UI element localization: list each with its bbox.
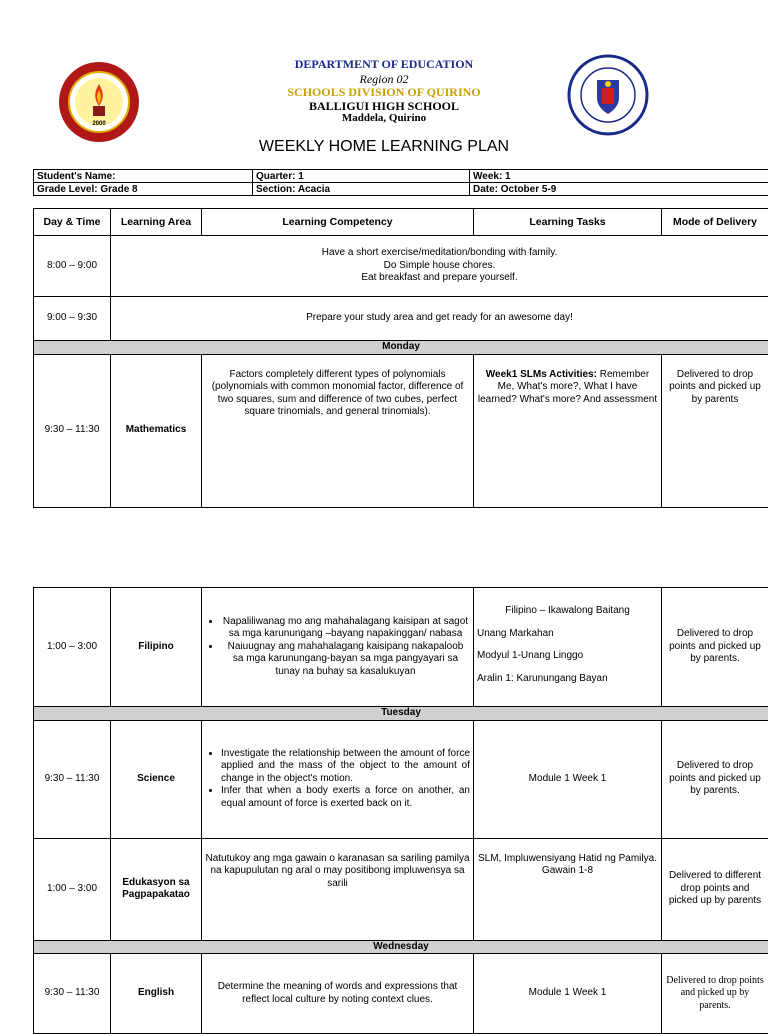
learning-area: English [111,954,202,1034]
mode: Delivered to drop points and picked up by parents. [662,588,768,707]
week-label: Week: 1 [470,170,768,183]
mode: Delivered to drop points and picked up by parents. [662,720,768,838]
list-item: • Infer that when a body exerts a force on another, an equal amount of force is exerted back on it. [221,785,470,810]
tasks-bold: Week1 SLMs Activities: [486,369,597,380]
routine-line: Eat breakfast and prepare yourself. [114,272,765,285]
row-time: 1:00 – 3:00 [34,838,111,940]
quarter-label: Quarter: 1 [253,170,470,183]
list-item: • Napaliliwanag mo ang mahahalagang kaisipan at sagot sa mga karunungang –bayang napakinggan/ nabasa [221,616,470,641]
day-label: Monday [34,341,768,355]
competency: Determine the meaning of words and expressions that reflect local culture by noting context clues. [202,954,474,1034]
learning-area: Science [111,720,202,838]
table-row [34,354,768,507]
tasks-text: Remember Me, What's more?, What I have learned? What's more? And assessment [478,369,657,405]
col-learning-area: Learning Area [111,209,202,236]
learning-area: Edukasyon sa Pagpapakatao [111,838,202,940]
table-row [34,838,768,940]
task-line: Filipino – Ikawalong Baitang [477,605,658,618]
school-name: BALLIGUI HIGH SCHOOL [0,99,768,114]
division-name: SCHOOLS DIVISION OF QUIRINO [0,85,768,100]
table-header-row [34,209,768,236]
mode: Delivered to drop points and picked up by parents. [662,954,768,1034]
mode: Delivered to different drop points and picked up by parents [662,838,768,940]
day-label: Wednesday [34,940,768,954]
learning-area: Mathematics [111,354,202,507]
routine-line: Do Simple house chores. [114,260,765,273]
day-row-tuesday [34,707,768,721]
table-row [34,954,768,1034]
school-location: Maddela, Quirino [0,112,768,124]
row-time: 9:30 – 11:30 [34,954,111,1034]
learning-plan-table-top [33,208,768,508]
routine-cell [111,236,768,297]
student-info-table [33,169,768,196]
competency-list [205,616,470,679]
tasks [474,588,662,707]
competency [202,720,474,838]
tasks [474,354,662,507]
date-label: Date: October 5-9 [470,183,768,196]
col-competency: Learning Competency [202,209,474,236]
left-seal-year: 2000 [92,121,106,127]
competency [202,588,474,707]
learning-area: Filipino [111,588,202,707]
row-time: 9:00 – 9:30 [34,297,111,341]
student-name-label: Student's Name: [34,170,253,183]
table-row [34,297,768,341]
tasks: SLM, Impluwensiyang Hatid ng Pamilya. Gawain 1-8 [474,838,662,940]
mode: Delivered to drop points and picked up by parents [662,354,768,507]
learning-plan-table-bottom [33,587,768,1034]
row-time: 9:30 – 11:30 [34,720,111,838]
region-name: Region 02 [0,72,768,87]
competency: Natutukoy ang mga gawain o karanasan sa sariling pamilya na kapupulutan ng aral o may positibong impluwensya sa sarili [202,838,474,940]
tasks: Module 1 Week 1 [474,720,662,838]
task-line: Modyul 1-Unang Linggo [477,650,658,663]
competency-list [205,748,470,811]
department-name: DEPARTMENT OF EDUCATION [0,57,768,72]
table-row [34,236,768,297]
task-line: Unang Markahan [477,628,658,641]
col-day-time: Day & Time [34,209,111,236]
routine-cell: Prepare your study area and get ready for an awesome day! [111,297,768,341]
routine-line: Have a short exercise/meditation/bonding with family. [114,247,765,260]
competency: Factors completely different types of polynomials (polynomials with common monomial factor, difference of two squares, sum and difference of two cubes, perfect square trinomials, and general trinomials). [202,354,474,507]
row-time: 8:00 – 9:00 [34,236,111,297]
section-label: Section: Acacia [253,183,470,196]
day-label: Tuesday [34,707,768,721]
row-time: 9:30 – 11:30 [34,354,111,507]
table-row [34,588,768,707]
day-row-monday [34,341,768,355]
task-line: Aralin 1: Karunungang Bayan [477,673,658,686]
col-mode: Mode of Delivery [662,209,768,236]
list-item: • Naiuugnay ang mahahalagang kaisipang nakapaloob sa mga karunungang-bayan sa mga pangyayari sa tunay na buhay sa kasalukuyan [221,641,470,679]
table-row [34,720,768,838]
day-row-wednesday [34,940,768,954]
document-title: WEEKLY HOME LEARNING PLAN [0,138,768,156]
col-tasks: Learning Tasks [474,209,662,236]
grade-level-label: Grade Level: Grade 8 [34,183,253,196]
row-time: 1:00 – 3:00 [34,588,111,707]
tasks: Module 1 Week 1 [474,954,662,1034]
list-item: • Investigate the relationship between the amount of force applied and the mass of the object to the amount of change in the object's motion. [221,748,470,786]
